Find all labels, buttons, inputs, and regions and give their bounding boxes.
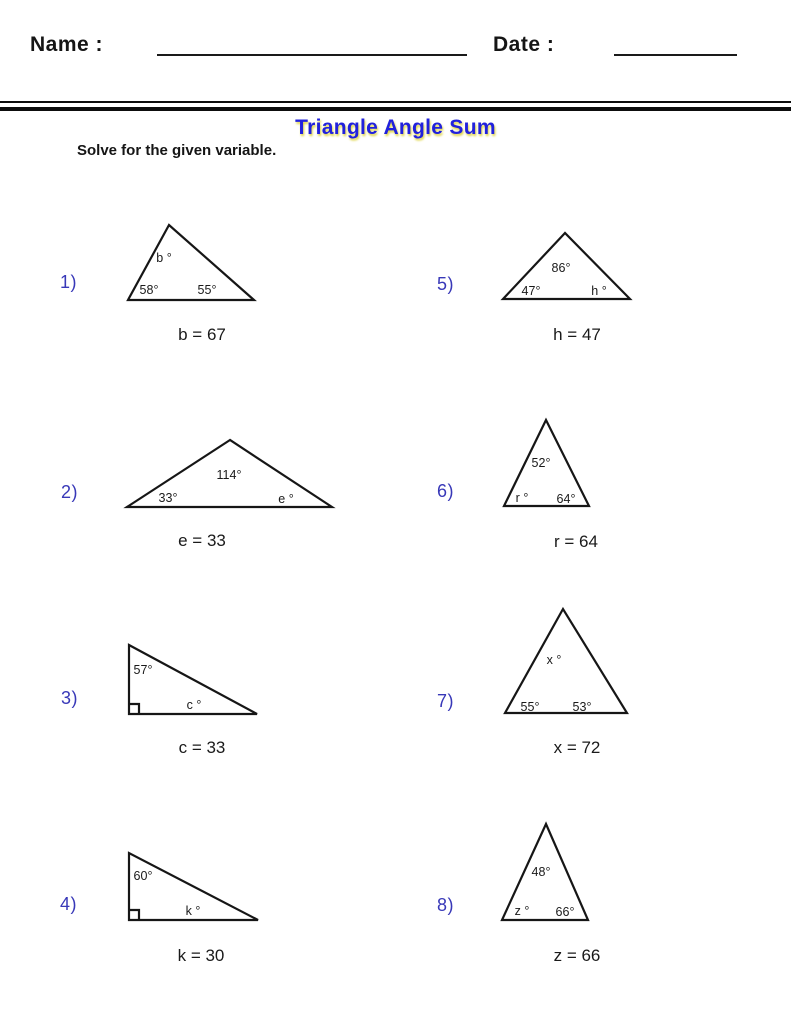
date-label: Date :: [493, 33, 555, 56]
problem-1-angle-right: 55°: [197, 283, 217, 297]
page-title: Triangle Angle Sum: [295, 116, 496, 139]
problem-1-number: 1): [60, 272, 78, 292]
problem-7-angle-apex: x °: [546, 653, 562, 667]
problem-2-angle-apex: 114°: [216, 468, 242, 482]
problem-4-answer: k = 30: [177, 946, 225, 965]
triangle-7-shape: [505, 609, 627, 713]
problem-3-angle-top: 57°: [133, 663, 153, 677]
triangle-4-right-angle-mark: [129, 910, 139, 920]
problem-4-number: 4): [60, 894, 78, 914]
triangle-3-right-angle-mark: [129, 704, 139, 714]
problem-6-angle-apex: 52°: [531, 456, 551, 470]
problem-5-angle-right: h °: [591, 284, 607, 298]
problem-5-answer: h = 47: [553, 325, 601, 344]
problem-5-angle-left: 47°: [521, 284, 541, 298]
problem-2-angle-left: 33°: [158, 491, 178, 505]
problem-3-angle-base: c °: [186, 698, 202, 712]
problem-2-angle-right: e °: [278, 492, 294, 506]
problem-1-answer: b = 67: [178, 325, 226, 344]
problem-1-angle-apex: b °: [156, 251, 172, 265]
problem-5-number: 5): [437, 274, 455, 294]
problem-8-angle-right: 66°: [555, 905, 575, 919]
problem-7-number: 7): [437, 691, 455, 711]
problem-3-number: 3): [61, 688, 79, 708]
problem-7-angle-left: 55°: [520, 700, 540, 714]
problem-4-angle-base: k °: [185, 904, 201, 918]
problem-6-angle-left: r °: [515, 491, 529, 505]
problem-8-number: 8): [437, 895, 455, 915]
problem-7-angle-right: 53°: [572, 700, 592, 714]
problem-5-angle-apex: 86°: [551, 261, 571, 275]
problem-2-answer: e = 33: [178, 531, 226, 550]
problem-8-answer: z = 66: [553, 946, 601, 965]
problem-8-angle-apex: 48°: [531, 865, 551, 879]
problem-1-angle-left: 58°: [139, 283, 159, 297]
problem-6-answer: r = 64: [554, 532, 598, 551]
problem-7-answer: x = 72: [553, 738, 601, 757]
problem-6-angle-right: 64°: [556, 492, 576, 506]
instructions-text: Solve for the given variable.: [77, 142, 277, 159]
name-label: Name :: [30, 33, 104, 56]
problem-6-number: 6): [437, 481, 455, 501]
problem-2-number: 2): [61, 482, 79, 502]
problem-4-angle-top: 60°: [133, 869, 153, 883]
problem-8-angle-left: z °: [514, 904, 530, 918]
problem-3-answer: c = 33: [178, 738, 226, 757]
